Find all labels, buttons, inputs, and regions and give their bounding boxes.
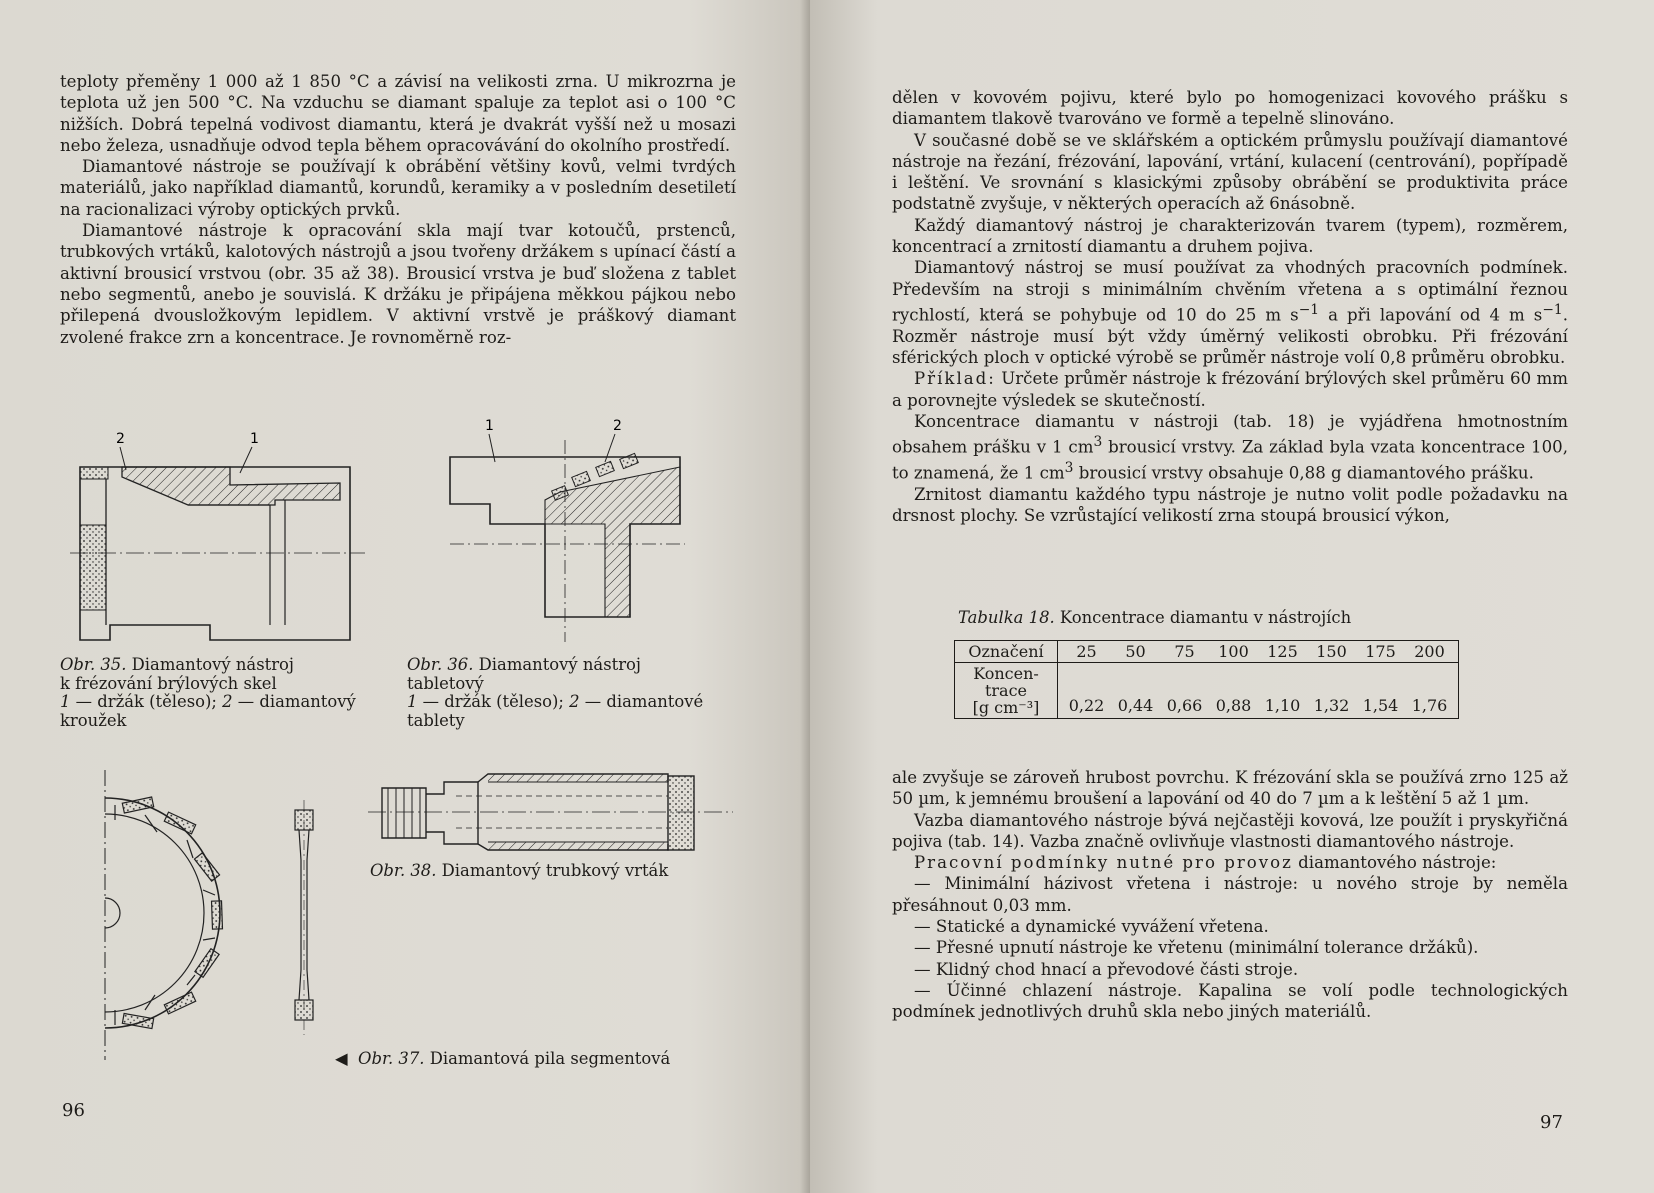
table-cell-designation: 150 — [1316, 642, 1347, 661]
concentration-row — [1058, 663, 1459, 719]
page-number-left: 96 — [62, 1100, 85, 1121]
paragraph — [892, 411, 1568, 484]
table-18-caption — [958, 608, 1351, 627]
caption-text: tabletový — [407, 673, 484, 693]
caption-text: kroužek — [60, 710, 127, 730]
table-cell-designation: 50 — [1125, 642, 1146, 661]
list-item: — Účinné chlazení nástroje. Kapalina se volí podle technologických podmínek jednotlivých druhů skla nebo jiných materiálů. — [892, 980, 1568, 1022]
paragraph — [892, 368, 1568, 411]
caption-number: 1 — [407, 692, 418, 711]
paragraph: Zrnitost diamantu každého typu nástroje je nutno volit podle požadavku na drsnost plochy. Se vzrůstající velikostí zrna stoupá brousicí výkon, — [892, 484, 1568, 526]
text-span: Koncentrace diamantu v nástroji (tab. 18) je vyjádřena hmotnostním obsahem prášku v 1 cm — [892, 411, 1568, 457]
header-text: [g cm⁻³] — [972, 698, 1040, 717]
header-text: trace — [984, 681, 1028, 700]
caption-text: Diamantová pila segmentová — [424, 1049, 671, 1068]
caption-text: Diamantový nástroj — [126, 655, 294, 674]
caption-text: — držák (těleso); — [417, 692, 570, 711]
superscript: −1 — [1542, 301, 1563, 318]
superscript: 3 — [1093, 434, 1103, 451]
spaced-heading: Pracovní podmínky nutné pro provoz — [914, 853, 1293, 873]
concentration-table — [954, 640, 1459, 719]
table-cell-concentration: 1,10 — [1264, 696, 1301, 715]
header-text: Koncen- — [973, 664, 1039, 683]
text-span: brousicí vrstvy. Za základ byla vzata koncentrace 100, to znamená, že 1 cm — [892, 437, 1568, 483]
caption-text: k frézování brýlových skel — [60, 673, 277, 693]
left-page — [0, 0, 810, 1193]
left-body-text — [60, 71, 736, 348]
arrow-left-icon: ◀ — [335, 1049, 348, 1068]
paragraph: Diamantové nástroje se používají k obrábění většiny kovů, velmi tvrdých materiálů, jako například diamantů, korundů, keramiky a v posledním desetiletí na racionalizaci výroby optických prvků. — [60, 157, 736, 219]
figure-35-callout-2: 2 — [116, 431, 125, 447]
header-text: Označení — [968, 642, 1044, 661]
paragraph: Vazba diamantového nástroje bývá nejčastěji kovová, lze použít i pryskyřičná pojiva (tab. 14). Vazba značně ovlivňuje vlastnosti diamantového nástroje. — [892, 810, 1568, 851]
table-label: Tabulka 18. — [958, 608, 1055, 627]
superscript: 3 — [1064, 460, 1074, 477]
list-item: — Přesné upnutí nástroje ke vřetenu (minimální tolerance držáků). — [914, 938, 1479, 958]
figure-35-caption — [60, 656, 420, 730]
table-cell-designation: 125 — [1267, 642, 1298, 661]
table-cell-concentration: 1,32 — [1313, 696, 1350, 715]
table-cell-designation: 200 — [1414, 642, 1445, 661]
right-body-text-bottom — [892, 767, 1568, 1023]
table-cell-designation: 75 — [1174, 642, 1195, 661]
caption-text: tablety — [407, 710, 465, 730]
table-cell-concentration: 1,76 — [1411, 696, 1448, 715]
paragraph — [892, 852, 1568, 873]
table-cell-designation: 175 — [1365, 642, 1396, 661]
paragraph: V současné době se ve sklářském a optickém průmyslu používají diamantové nástroje na řezání, frézování, lapování, vrtání, kulacení (centrování), popřípadě i leštění. Ve srovnání s klasickými způsoby obrábění se produktivita práce podstatně zvyšuje, v některých operacích až 6násobně. — [892, 130, 1568, 214]
table-header-cell — [955, 641, 1058, 663]
list-item: — Klidný chod hnací a převodové části stroje. — [914, 959, 1299, 979]
table-cell-designation: 25 — [1076, 642, 1097, 661]
page-number-right: 97 — [1540, 1112, 1563, 1133]
figure-37-caption — [335, 1050, 735, 1069]
table-cell-concentration: 0,88 — [1215, 696, 1252, 715]
figure-label: Obr. 35. — [60, 655, 127, 674]
paragraph: Každý diamantový nástroj je charakterizován tvarem (typem), rozměrem, koncentrací a zrnitostí diamantu a druhem pojiva. — [892, 215, 1568, 257]
paragraph: teploty přeměny 1 000 až 1 850 °C a závisí na velikosti zrna. U mikrozrna je teplota už jen 500 °C. Na vzduchu se diamant spaluje za teplot asi o 100 °C nižších. Dobrá tepelná vodivost diamantu, která je dvakrát vyšší než u mosazi nebo železa, usnadňuje odvod tepla během opracovávání do okolního prostředí. — [60, 72, 736, 155]
designation-row — [1058, 641, 1459, 663]
figure-35-drawing — [70, 425, 370, 650]
table-cell-concentration: 0,66 — [1166, 696, 1203, 715]
superscript: −1 — [1298, 301, 1320, 318]
caption-text: Diamantový trubkový vrták — [436, 861, 669, 880]
text-span: . Rozměr nástroje musí být vždy úměrný velikosti obrobku. Při frézování sférických ploch v optické výrobě se průměr nástroje volí 0,8 průměru obrobku. — [892, 305, 1568, 368]
paragraph: dělen v kovovém pojivu, které bylo po homogenizaci kovového prášku s diamantem tlakově tvarováno ve formě a tepelně slinováno. — [892, 88, 1568, 129]
figure-36-drawing — [445, 412, 690, 647]
figure-36-callout-2: 2 — [613, 418, 622, 434]
text-span: a při lapování od 4 m s — [1319, 305, 1543, 325]
table-cell-concentration: 0,44 — [1117, 696, 1154, 715]
figure-38-caption — [370, 862, 730, 881]
example-label: Příklad: — [914, 369, 996, 389]
paragraph — [892, 257, 1568, 368]
text-span: Diamantový nástroj se musí používat za vhodných pracovních podmínek. Především na stroji s minimálním chvěním vřetena a s optimální řeznou rychlostí, která se pohybuje od 10 do 25 m s — [892, 258, 1568, 325]
text-span: diamantového nástroje: — [1292, 853, 1497, 873]
figure-label: Obr. 38. — [370, 861, 437, 880]
caption-number: 2 — [569, 692, 580, 711]
right-page — [810, 0, 1654, 1193]
caption-text: Diamantový nástroj — [473, 655, 641, 674]
caption-number: 1 — [60, 692, 71, 711]
table-cell-designation: 100 — [1218, 642, 1249, 661]
table-cell-concentration: 1,54 — [1362, 696, 1399, 715]
table-header-cell — [955, 663, 1058, 719]
caption-text: — diamantové — [579, 692, 704, 711]
text-span: Určete průměr nástroje k frézování brýlových skel průměru 60 mm a porovnejte výsledek se skutečností. — [892, 369, 1568, 410]
figure-label: Obr. 36. — [407, 655, 474, 674]
caption-text: — držák (těleso); — [70, 692, 223, 711]
list-item: — Minimální házivost vřetena i nástroje: u nového stroje by neměla přesáhnout 0,03 mm. — [892, 874, 1568, 915]
caption-text: — diamantový — [232, 692, 356, 711]
paragraph: Diamantové nástroje k opracování skla mají tvar kotoučů, prstenců, trubkových vrtáků, kalotových nástrojů a jsou tvořeny držákem s upínací částí a aktivní brousicí vrstvou (obr. 35 až 38). Brousicí vrstva je buď složena z tablet nebo segmentů, anebo je souvislá. K držáku je připájena měkkou pájkou nebo přilepená dvousložkovým lepidlem. V aktivní vrstvě je práškový diamant zvolené frakce zrn a koncentrace. Je rovnoměrně roz- — [60, 221, 736, 347]
figure-36-caption — [407, 656, 767, 730]
list-item: — Statické a dynamické vyvážení vřetena. — [914, 917, 1269, 937]
table-cell-concentration: 0,22 — [1068, 696, 1105, 715]
caption-text: Koncentrace diamantu v nástrojích — [1054, 608, 1352, 627]
figure-38-drawing — [368, 772, 736, 852]
figure-37-drawing — [95, 770, 335, 1060]
text-span: brousicí vrstvy obsahuje 0,88 g diamantového prášku. — [1073, 463, 1534, 483]
figure-35-callout-1: 1 — [250, 431, 259, 447]
paragraph: ale zvyšuje se zároveň hrubost povrchu. K frézování skla se používá zrno 125 až 50 µm, k jemnému broušení a lapování od 40 do 7 µm a k leštění 5 až 1 µm. — [892, 768, 1568, 809]
right-body-text-top — [892, 87, 1568, 527]
caption-number: 2 — [222, 692, 233, 711]
figure-label: Obr. 37. — [358, 1049, 425, 1068]
figure-36-callout-1: 1 — [485, 418, 494, 434]
